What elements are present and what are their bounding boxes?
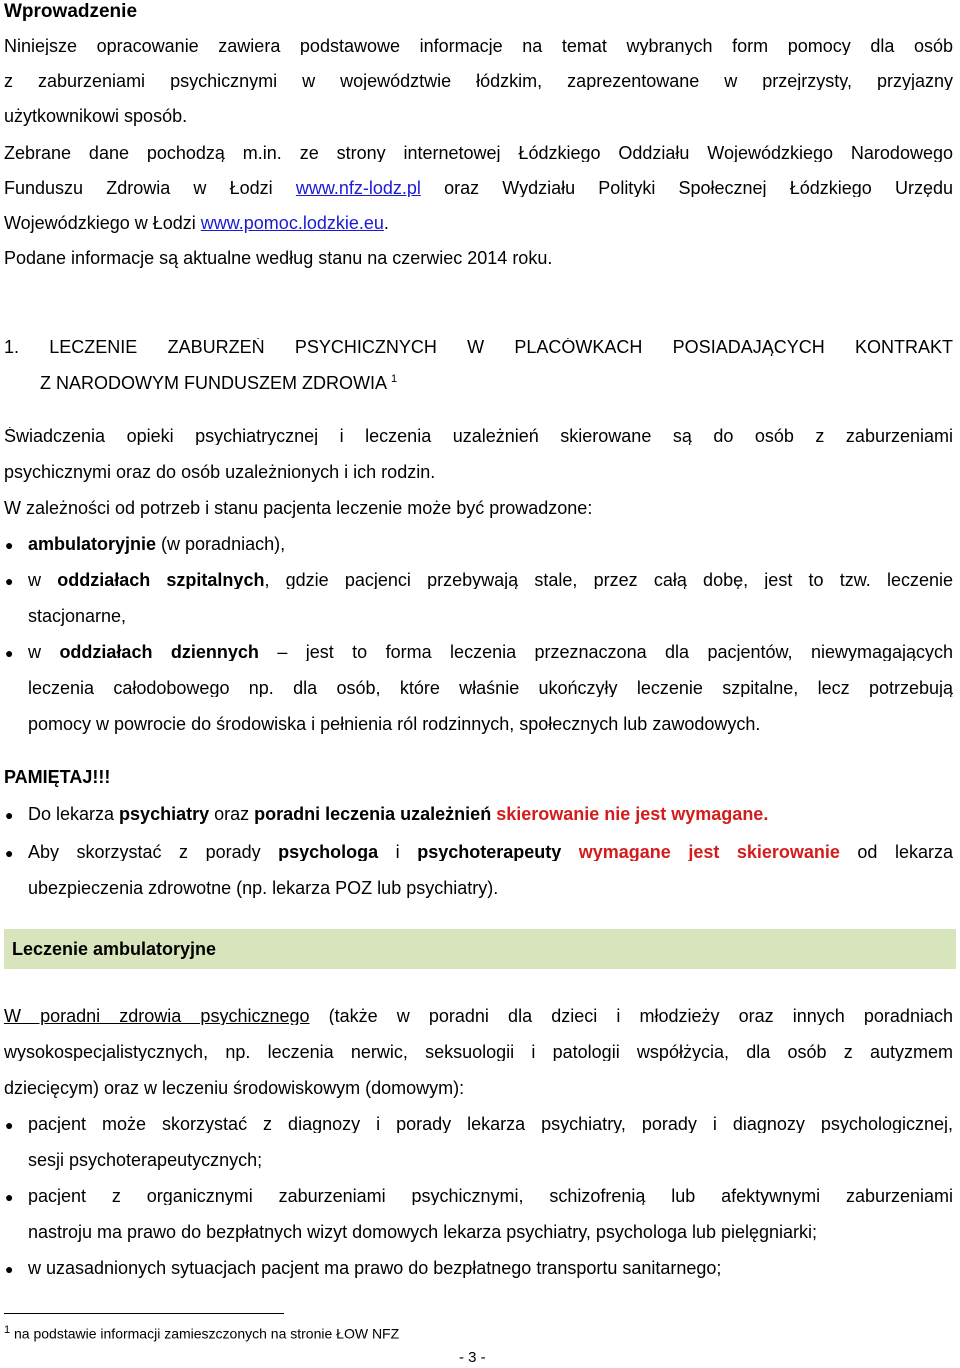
section-title: 1. LECZENIE ZABURZEŃ PSYCHICZNYCH W PLACÓWKACH POSIADAJĄCYCH KONTRAKT <box>4 338 953 356</box>
section-bar-title: Leczenie ambulatoryjne <box>12 939 217 959</box>
intro-paragraph-line: użytkownikowi sposób. <box>4 106 188 126</box>
list-item: w oddziałach dziennych – jest to forma leczenia przeznaczona dla pacjentów, niewymagających <box>28 643 953 661</box>
list-item: w oddziałach szpitalnych, gdzie pacjenci przebywają stale, przez całą dobę, jest to tzw. leczenie <box>28 571 953 589</box>
bullet-icon: ● <box>5 645 14 661</box>
remember-item: Do lekarza psychiatry oraz poradni leczenia uzależnień skierowanie nie jest wymagane. <box>28 804 769 824</box>
date-note: Podane informacje są aktualne według stanu na czerwiec 2014 roku. <box>4 248 553 268</box>
section-paragraph-line: psychicznymi oraz do osób uzależnionych i ich rodzin. <box>4 462 436 482</box>
ambulatory-item: pacjent z organicznymi zaburzeniami psychicznymi, schizofrenią lub afektywnymi zaburzeniami <box>28 1187 953 1205</box>
bullet-icon: ● <box>5 1117 14 1133</box>
footnote-ref[interactable]: 1 <box>391 373 398 385</box>
page-number: - 3 - <box>459 1349 486 1366</box>
ambulatory-item-continued: nastroju ma prawo do bezpłatnych wizyt domowych lekarza psychiatry, psychologa lub pielęgniarki; <box>28 1222 818 1242</box>
remember-item: Aby skorzystać z porady psychologa i psychoterapeuty wymagane jest skierowanie od lekarza <box>28 843 953 861</box>
source-paragraph-line: Wojewódzkiego w Łodzi www.pomoc.lodzkie.eu. <box>4 213 389 233</box>
list-item-continued: leczenia całodobowego np. dla osób, które właśnie ukończyły leczenie szpitalne, lecz potrzebują <box>28 679 953 697</box>
remember-item-continued: ubezpieczenia zdrowotne (np. lekarza POZ lub psychiatry). <box>28 878 499 898</box>
list-item-continued: pomocy w powrocie do środowiska i pełnienia ról rodzinnych, społecznych lub zawodowych. <box>28 714 761 734</box>
bullet-icon: ● <box>5 845 14 861</box>
remember-heading: PAMIĘTAJ!!! <box>4 767 111 787</box>
source-paragraph-line: Funduszu Zdrowia w Łodzi www.nfz-lodz.pl oraz Wydziału Polityki Społecznej Łódzkiego Urzędu <box>4 179 953 197</box>
ambulatory-item-continued: sesji psychoterapeutycznych; <box>28 1150 263 1170</box>
ambulatory-paragraph-line: dziecięcym) oraz w leczeniu środowiskowym (domowym): <box>4 1078 465 1098</box>
bullet-icon: ● <box>5 573 14 589</box>
pomoc-link[interactable]: www.pomoc.lodzkie.eu <box>200 213 384 233</box>
footnote: $^1$ na podstawie informacji zamieszczonych na stronie ŁOW NFZ <box>4 1324 400 1342</box>
section-title: Z NARODOWYM FUNDUSZEM ZDROWIA $^1$ <box>40 373 398 393</box>
bullet-icon: ● <box>5 1189 14 1205</box>
bullet-icon: ● <box>5 1261 14 1277</box>
list-item: ambulatoryjnie (w poradniach), <box>28 534 286 554</box>
footnote-divider <box>4 1313 284 1314</box>
section-paragraph-line: W zależności od potrzeb i stanu pacjenta leczenie może być prowadzone: <box>4 498 593 518</box>
intro-paragraph-line: z zaburzeniami psychicznymi w województwie łódzkim, zaprezentowane w przejrzysty, przyjazny <box>4 72 953 90</box>
bullet-icon: ● <box>5 537 14 553</box>
list-item-continued: stacjonarne, <box>28 606 127 626</box>
bullet-icon: ● <box>5 807 14 823</box>
nfz-link[interactable]: www.nfz-lodz.pl <box>295 179 421 197</box>
ambulatory-paragraph-line: wysokospecjalistycznych, np. leczenia nerwic, seksuologii i patologii współżycia, dla osób z autyzmem <box>4 1043 953 1061</box>
intro-paragraph-line: Niniejsze opracowanie zawiera podstawowe informacje na temat wybranych form pomocy dla osób <box>4 37 953 55</box>
section-paragraph-line: Świadczenia opieki psychiatrycznej i leczenia uzależnień skierowane są do osób z zaburzeniami <box>4 427 953 445</box>
ambulatory-item: w uzasadnionych sytuacjach pacjent ma prawo do bezpłatnego transportu sanitarnego; <box>28 1258 722 1278</box>
ambulatory-item: pacjent może skorzystać z diagnozy i porady lekarza psychiatry, porady i diagnozy psychologicznej, <box>28 1115 953 1133</box>
intro-heading: Wprowadzenie <box>4 1 138 22</box>
source-paragraph-line: Zebrane dane pochodzą m.in. ze strony internetowej Łódzkiego Oddziału Wojewódzkiego Narodowego <box>4 144 953 162</box>
ambulatory-paragraph-line: W poradni zdrowia psychicznego (także w poradni dla dzieci i młodzieży oraz innych poradniach <box>4 1007 953 1025</box>
